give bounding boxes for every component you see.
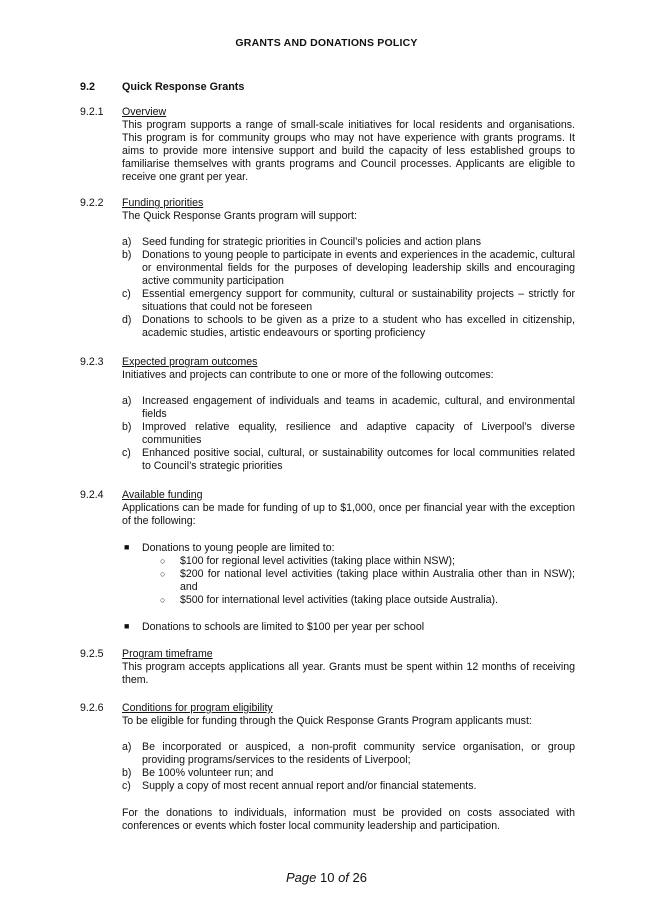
- list-item: b) Donations to young people to participate in events and experiences in the academic, cultural or environmental fields for the purposes of developing leadership skills and encouraging active community participation: [122, 249, 575, 287]
- subsection-title: Overview: [122, 106, 167, 118]
- list-item: b) Improved relative equality, resilience and adaptive capacity of Liverpool’s diverse communities: [122, 421, 575, 446]
- section-number: 9.2: [80, 81, 96, 93]
- paragraph: This program accepts applications all year. Grants must be spent within 12 months of receiving them.: [122, 661, 575, 686]
- page-of-label: of: [338, 870, 349, 885]
- subsection-title: Available funding: [122, 489, 203, 501]
- subsection-number: 9.2.6: [80, 702, 104, 714]
- paragraph: Applications can be made for funding of up to $1,000, once per financial year with the exception of the following:: [122, 502, 575, 527]
- page-number: 10: [319, 870, 335, 885]
- paragraph: This program supports a range of small-scale initiatives for local residents and organisations. This program is for community groups who may not have experience with grants programs. It aims to provide more intensive support and build the capacity of less established groups to familiarise themselves with grants programs and Council processes. Applicants are eligible to receive one grant per year.: [122, 119, 575, 183]
- page-footer: [0, 871, 653, 884]
- paragraph: To be eligible for funding through the Quick Response Grants Program applicants must:: [122, 715, 532, 727]
- list-item: a) Increased engagement of individuals and teams in academic, cultural, and environmental fields: [122, 395, 575, 420]
- list-item: c) Supply a copy of most recent annual report and/or financial statements.: [122, 780, 477, 792]
- bullet-item: ■ Donations to schools are limited to $100 per year per school: [124, 621, 425, 633]
- sub-bullet-item: ○ $200 for national level activities (taking place within Australia other than in NSW); and: [160, 568, 575, 593]
- sub-bullet-item: ○ $100 for regional level activities (taking place within NSW);: [160, 555, 455, 567]
- paragraph: Initiatives and projects can contribute to one or more of the following outcomes:: [122, 369, 494, 381]
- bullet-item: ■ Donations to young people are limited to:: [124, 542, 335, 554]
- circle-bullet-icon: ○: [160, 595, 166, 605]
- subsection-number: 9.2.1: [80, 106, 104, 118]
- subsection-title: Conditions for program eligibility: [122, 702, 273, 714]
- section-title: Quick Response Grants: [122, 81, 245, 93]
- page-header: GRANTS AND DONATIONS POLICY: [235, 37, 418, 49]
- list-item: a) Be incorporated or auspiced, a non-profit community service organisation, or group providing programs/services to the residents of Liverpool;: [122, 741, 575, 766]
- bullet-icon: ■: [124, 621, 130, 631]
- bullet-icon: ■: [124, 542, 130, 552]
- subsection-title: Program timeframe: [122, 648, 213, 660]
- subsection-number: 9.2.3: [80, 356, 104, 368]
- paragraph: For the donations to individuals, information must be provided on costs associated with conferences or events which foster local community leadership and participation.: [122, 807, 575, 832]
- circle-bullet-icon: ○: [160, 569, 166, 579]
- subsection-title: Funding priorities: [122, 197, 204, 209]
- list-item: b) Be 100% volunteer run; and: [122, 767, 274, 779]
- page-label: Page: [285, 870, 317, 885]
- list-item: c) Enhanced positive social, cultural, or sustainability outcomes for local communities related to Council’s strategic priorities: [122, 447, 575, 472]
- page-total: 26: [352, 870, 368, 885]
- list-item: c) Essential emergency support for community, cultural or sustainability projects – strictly for situations that could not be foreseen: [122, 288, 575, 313]
- sub-bullet-item: ○ $500 for international level activities (taking place outside Australia).: [160, 594, 498, 606]
- list-item: a) Seed funding for strategic priorities in Council’s policies and action plans: [122, 236, 481, 248]
- subsection-number: 9.2.2: [80, 197, 104, 209]
- subsection-title: Expected program outcomes: [122, 356, 258, 368]
- paragraph: The Quick Response Grants program will support:: [122, 210, 357, 222]
- list-item: d) Donations to schools to be given as a prize to a student who has excelled in citizenship, academic studies, artistic endeavours or sporting proficiency: [122, 314, 575, 339]
- subsection-number: 9.2.4: [80, 489, 104, 501]
- subsection-number: 9.2.5: [80, 648, 104, 660]
- circle-bullet-icon: ○: [160, 556, 166, 566]
